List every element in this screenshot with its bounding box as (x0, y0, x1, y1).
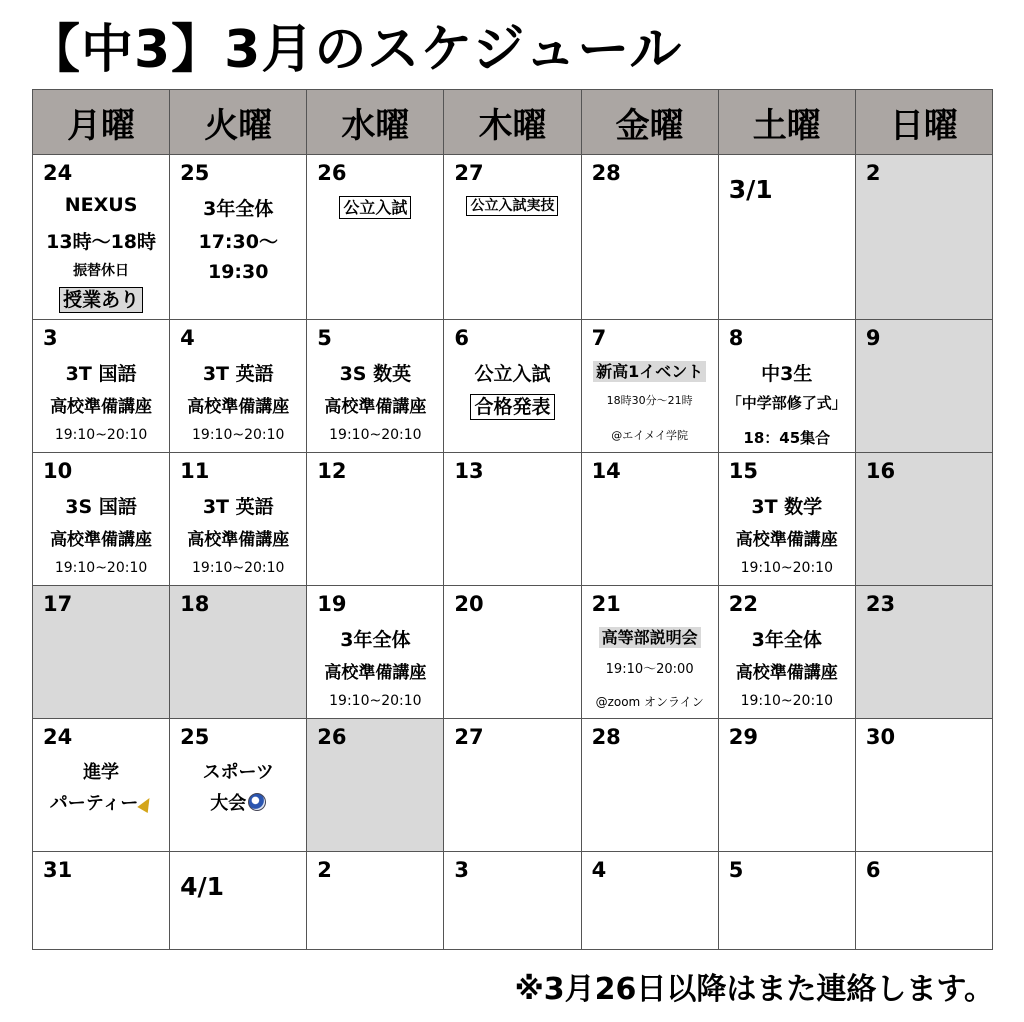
event-time: 19:10~20:10 (54, 427, 148, 443)
day-cell (170, 453, 307, 586)
event-title: 3年全体 (203, 198, 274, 220)
day-cell (170, 719, 307, 852)
day-number: 21 (591, 592, 621, 616)
event-time: 19:10～20:00 (605, 662, 694, 677)
day-cell (33, 155, 170, 320)
day-number: 26 (317, 161, 347, 185)
day-cell (581, 852, 718, 950)
event-title: 新高1イベント (593, 361, 706, 382)
event-subtitle: 高校準備講座 (735, 530, 838, 550)
day-cell-holiday (855, 453, 992, 586)
day-cell-holiday (855, 586, 992, 719)
day-cell (170, 320, 307, 453)
day-number: 13 (454, 459, 484, 483)
event-time: 17:30～ (198, 231, 278, 253)
day-cell (33, 719, 170, 852)
event-note: 振替休日 (73, 263, 130, 279)
event-title: 3T 数学 (751, 496, 823, 518)
day-number: 24 (43, 161, 73, 185)
day-cell (170, 852, 307, 950)
event-title: 公立入試実技 (466, 196, 558, 216)
day-cell (307, 155, 444, 320)
day-number: 3/1 (728, 175, 773, 204)
event-subtitle: 高校準備講座 (324, 663, 427, 683)
day-cell (444, 719, 581, 852)
event-title: 3T 英語 (202, 496, 274, 518)
day-number: 30 (865, 725, 896, 749)
event-title: NEXUS (64, 194, 138, 216)
day-cell (718, 155, 855, 320)
day-number: 8 (728, 326, 744, 350)
week-row (33, 852, 993, 950)
event-time: 18時30分～21時 (606, 394, 693, 407)
day-number: 6 (454, 326, 470, 350)
day-cell (444, 453, 581, 586)
day-cell (581, 586, 718, 719)
day-cell (718, 586, 855, 719)
day-cell (444, 155, 581, 320)
event-time: 19:10~20:10 (192, 427, 285, 443)
event-subtitle: 「中学部修了式」 (726, 394, 847, 412)
week-row (33, 453, 993, 586)
day-cell-holiday (170, 586, 307, 719)
day-cell-holiday (855, 320, 992, 453)
day-number: 27 (454, 161, 484, 185)
day-cell (581, 320, 718, 453)
day-cell (444, 852, 581, 950)
event-title: 3T 英語 (202, 363, 274, 385)
event-time: 19:30 (207, 261, 269, 283)
weekday-wed: 水曜 (307, 90, 444, 155)
week-row (33, 155, 993, 320)
event-time: 19:10~20:10 (740, 560, 833, 576)
day-number: 19 (317, 592, 347, 616)
event-location: @zoom オンライン (595, 695, 704, 709)
day-cell (307, 453, 444, 586)
day-number: 31 (43, 858, 73, 882)
day-cell (581, 453, 718, 586)
day-cell (718, 719, 855, 852)
day-cell (581, 155, 718, 320)
day-number: 3 (43, 326, 58, 350)
day-number: 14 (591, 459, 621, 483)
day-number: 2 (865, 161, 881, 185)
event-subtitle: 高校準備講座 (50, 530, 153, 550)
event-title: スポーツ (202, 762, 274, 783)
event-subtitle: 高校準備講座 (50, 397, 153, 417)
day-number: 3 (454, 858, 470, 882)
event-time: 19:10~20:10 (740, 693, 833, 709)
event-time: 19:10~20:10 (329, 693, 422, 709)
event-title: 中3生 (761, 363, 813, 385)
event-title: 3年全体 (751, 629, 822, 651)
event-subtitle: 高校準備講座 (324, 397, 427, 417)
week-row (33, 320, 993, 453)
calendar-grid (32, 89, 993, 950)
day-cell-holiday (33, 586, 170, 719)
day-cell (855, 719, 992, 852)
footer-note: ※3月26日以降はまた連絡します。 (514, 972, 994, 1007)
event-title: 公立入試 (474, 363, 551, 385)
day-number: 4 (180, 326, 195, 350)
day-number: 5 (728, 858, 744, 882)
event-highlight: 授業あり (59, 287, 143, 313)
day-number: 18 (180, 592, 210, 616)
day-number: 24 (43, 725, 73, 749)
day-number: 22 (728, 592, 758, 616)
day-cell (307, 320, 444, 453)
event-time: 19:10~20:10 (54, 560, 148, 576)
day-cell (718, 320, 855, 453)
day-cell (33, 852, 170, 950)
day-number: 28 (591, 725, 621, 749)
event-time: 19:10~20:10 (192, 560, 285, 576)
day-number: 15 (728, 459, 758, 483)
day-cell (33, 453, 170, 586)
soccer-ball-icon (248, 793, 266, 811)
weekday-fri: 金曜 (581, 90, 718, 155)
day-number: 23 (865, 592, 896, 616)
day-number: 7 (591, 326, 607, 350)
day-number: 12 (317, 459, 347, 483)
day-number: 10 (43, 459, 73, 483)
event-subtitle: 高校準備講座 (187, 530, 290, 550)
event-title: パーティー (49, 793, 139, 814)
event-highlight: 合格発表 (470, 394, 554, 420)
day-number: 17 (43, 592, 73, 616)
day-cell (855, 852, 992, 950)
event-title: 3S 国語 (65, 496, 137, 518)
day-cell (307, 586, 444, 719)
event-subtitle: 高校準備講座 (187, 397, 290, 417)
event-location: @エイメイ学院 (611, 429, 688, 442)
day-number: 4 (591, 858, 607, 882)
page-title: 【中3】3月のスケジュール (28, 20, 683, 80)
day-number: 16 (865, 459, 896, 483)
day-cell (718, 453, 855, 586)
day-number: 20 (454, 592, 484, 616)
event-title: 3年全体 (340, 629, 411, 651)
event-time: 19:10~20:10 (329, 427, 422, 443)
event-title: 高等部説明会 (599, 627, 701, 648)
party-popper-icon (138, 795, 155, 813)
week-row (33, 719, 993, 852)
day-cell (581, 719, 718, 852)
event-title: 3S 数英 (339, 363, 412, 385)
event-subtitle: 高校準備講座 (735, 663, 838, 683)
weekday-thu: 木曜 (444, 90, 581, 155)
day-number: 6 (865, 858, 881, 882)
weekday-mon: 月曜 (33, 90, 170, 155)
day-cell-holiday (855, 155, 992, 320)
day-cell (307, 852, 444, 950)
day-cell (33, 320, 170, 453)
day-number: 9 (865, 326, 881, 350)
day-number: 4/1 (180, 872, 225, 901)
event-title: 3T 国語 (65, 363, 137, 385)
day-cell (444, 320, 581, 453)
day-number: 11 (180, 459, 210, 483)
day-number: 25 (180, 725, 210, 749)
weekday-tue: 火曜 (170, 90, 307, 155)
day-cell-holiday (307, 719, 444, 852)
weekday-header-row (33, 90, 993, 155)
day-number: 26 (317, 725, 347, 749)
event-time: 18：45集合 (743, 429, 831, 447)
day-cell (170, 155, 307, 320)
day-number: 25 (180, 161, 210, 185)
event-title: 大会 (210, 793, 247, 814)
weekday-sat: 土曜 (718, 90, 855, 155)
week-row (33, 586, 993, 719)
event-time: 13時～18時 (46, 231, 157, 253)
event-title: 公立入試 (339, 196, 411, 219)
day-number: 28 (591, 161, 621, 185)
day-number: 29 (728, 725, 758, 749)
day-cell (444, 586, 581, 719)
day-number: 2 (317, 858, 332, 882)
weekday-sun: 日曜 (855, 90, 992, 155)
day-cell (718, 852, 855, 950)
event-title: 進学 (83, 762, 120, 783)
day-number: 5 (317, 326, 332, 350)
day-number: 27 (454, 725, 484, 749)
